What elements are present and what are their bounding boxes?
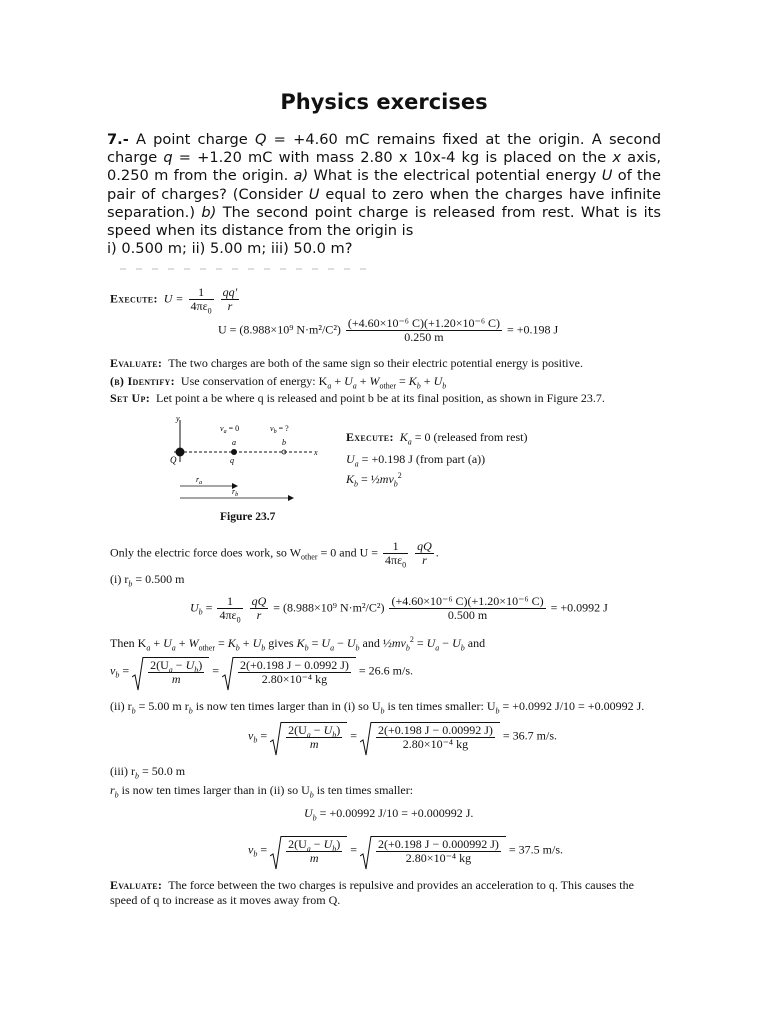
figure-23-7-diagram (166, 412, 326, 512)
figure-caption: Figure 23.7 (220, 511, 276, 523)
scan-cut-line (120, 267, 370, 271)
fraction: $\frac{qq'}{r}$ (222, 285, 238, 313)
setup-line: Set Up: Let point a be where q is released and point b be at its final position, as shown in Figure 23.7. (110, 391, 605, 405)
page-title: Physics exercises (280, 90, 488, 114)
fraction: $\frac{1}{4\pi\varepsilon_0}$ (190, 285, 212, 316)
part-ii-line: (ii) $r_b = 5.00$ m $r_b$ is now ten times larger than in (i) so $U_b$ is ten times smaller: $U_b = +0.0992$ J/10 = +0.00992 J. (110, 699, 645, 716)
fig-ra-label: $r_a$ (196, 475, 203, 486)
u-numeric-line: U = (8.988×10⁹ N·m²/C²) $\frac{\text{(+4.60×10⁻⁶ C)(+1.20×10⁻⁶ C)}}{0.250 m}$ = +0.198 J (218, 316, 559, 344)
fraction: $\frac{\text{(+4.60×10⁻⁶ C)(+1.20×10⁻⁶ C)}}{0.250 m}$ (347, 316, 501, 344)
execute-2-line-2: $U_a = +0.198$ J (from part (a)) (346, 452, 486, 469)
problem-statement: 7.- A point charge Q = +4.60 mC remains fixed at the origin. A second charge q = +1.20 mC with mass 2.80 x 10x-4 kg is placed on the x axis, 0.250 m from the origin. a) What is the electrical potential energy U of the pair of charges? (Consider U equal to zero when the charges have infinite separation.) b) The second point charge is released from rest. What is its speed when its distance from the origin is i) 0.500 m; ii) 5.00 m; iii) 50.0 m? (107, 131, 662, 258)
execute-2-line-1: Execute: $K_a = 0$ (released from rest) (346, 430, 528, 447)
part-iii-text: $r_b$ is now ten times larger than in (ii) so $U_b$ is ten times smaller: (110, 783, 414, 800)
vb-i-line: $v_b$ = $\frac{2(U_a - U_b)}{m}$ = $\frac{2(+0.198 J - 0.0992 J)}{\text{2.80×10⁻⁴ kg}}$ = 26.6 m/s. (110, 657, 413, 686)
charge-Q (176, 448, 185, 457)
final-evaluate-line-2: speed of q to increase as it moves away from Q. (110, 893, 341, 907)
only-electric-line: Only the electric force does work, so $W_{other} = 0$ and U = $\frac{1}{4\pi\varepsilon_0}$ $\frac{qQ}{r}$ . (110, 539, 439, 570)
identify-line: (b) Identify: Use conservation of energy: $K_a + U_a + W_{other} = K_b + U_b$ (110, 374, 447, 391)
vb-ii-line: $v_b$ = $\frac{2(U_a - U_b)}{m}$ = $\frac{2(+0.198 J - 0.00992 J)}{\text{2.80×10⁻⁴ kg}}$ = 36.7 m/s. (248, 722, 557, 751)
fig-b-label: b (282, 438, 286, 447)
fig-q-label: q (230, 456, 234, 465)
fig-x-label: x (314, 448, 318, 457)
fig-Q-label: Q (170, 455, 177, 465)
problem-distances: i) 0.500 m; ii) 5.00 m; iii) 50.0 m? (107, 240, 353, 258)
evaluate-line: Evaluate: The two charges are both of the same sign so their electric potential energy is positive. (110, 356, 583, 370)
vb-iii-line: $v_b$ = $\frac{2(U_a - U_b)}{m}$ = $\frac{2(+0.198 J - 0.000992 J)}{\text{2.80×10⁻⁴ kg}}$ = 37.5 m/s. (248, 836, 563, 865)
part-i-label: (i) $r_b = 0.500$ m (110, 572, 185, 589)
charge-q (231, 449, 237, 455)
fig-va-label: $v_a = 0$ (220, 424, 240, 435)
ub-iii-line: $U_b = +0.00992$ J/10 = +0.000992 J. (304, 806, 474, 823)
fig-y-label: y (176, 414, 180, 423)
execute-2-line-3: $K_b$ = $\frac{1}{2}mv_b^2$ (346, 471, 402, 489)
execute-line-1: Execute: U = $\frac{1}{4\pi\varepsilon_0}$ $\frac{qq'}{r}$ (110, 285, 238, 316)
fig-rb-label: $r_b$ (232, 487, 239, 498)
part-iii-label: (iii) $r_b = 50.0$ m (110, 764, 186, 781)
final-evaluate-line-1: Evaluate: The force between the two charges is repulsive and provides an acceleration to q. This causes the (110, 878, 634, 892)
ub-i-line: $U_b$ = $\frac{1}{4\pi\varepsilon_0}$ $\frac{qQ}{r}$ = (8.988×10⁹ N·m²/C²) $\frac{\text{(+4.60×10⁻⁶ C)(+1.20×10⁻⁶ C)}}{0.500 m}$ = +0.0992 J (190, 594, 608, 625)
problem-number: 7.- (107, 131, 129, 148)
then-line: Then $K_a + U_a + W_{other} = K_b + U_b$ gives $K_b = U_a - U_b$ and $\frac{1}{2}mv_b^2 = U_a - U_b$ and (110, 635, 486, 653)
fig-a-label: a (232, 438, 236, 447)
fig-vb-label: $v_b$ = ? (270, 424, 289, 435)
